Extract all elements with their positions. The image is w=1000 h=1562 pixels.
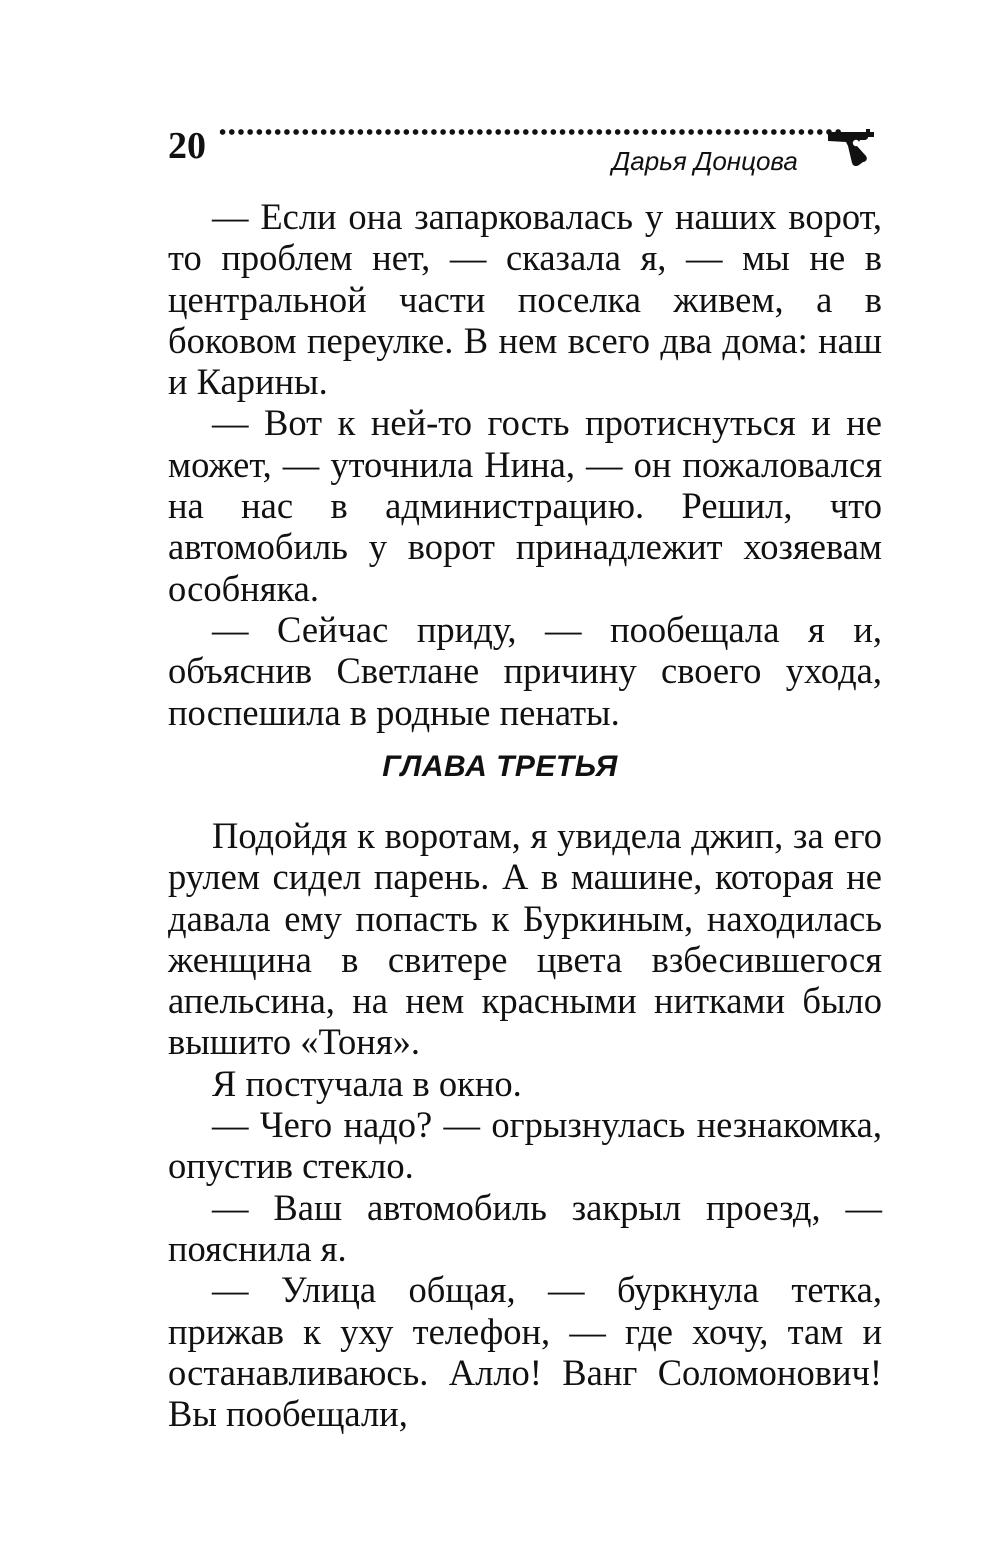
- revolver-icon: [826, 128, 888, 168]
- page-number: 20: [168, 125, 206, 167]
- text-section-1: [168, 196, 882, 733]
- chapter-title: ГЛАВА ТРЕТЬЯ: [382, 750, 618, 783]
- paragraph: — Если она запарковалась у наших ворот, то проблем нет, — сказала я, — мы не в центральной части поселка живем, а в боковом переулке. В нем всего два дома: наш и Карины.: [168, 196, 882, 403]
- paragraph: — Вот к ней-то гость протиснуться и не может, — уточнила Нина, — он пожаловался на нас в администрацию. Решил, что автомобиль у ворот принадлежит хозяевам особняка.: [168, 402, 882, 609]
- text-section-2: [168, 815, 882, 1434]
- paragraph: — Сейчас приду, — пообещала я и, объяснив Светлане причину своего ухода, поспешила в родные пенаты.: [168, 608, 882, 733]
- running-header-author: Дарья Донцова: [612, 146, 798, 176]
- paragraph: Подойдя к воротам, я увидела джип, за его рулем сидел парень. А в машине, которая не давала ему попасть к Буркиным, находилась женщина в свитере цвета взбесившегося апельсина, на нем красными нитками было вышито «Тоня».: [168, 815, 882, 1063]
- paragraph: — Улица общая, — буркнула тетка, прижав к уху телефон, — где хочу, там и останавливаюсь. Алло! Ванг Соломонович! Вы пообещали,: [168, 1269, 882, 1435]
- paragraph: — Ваш автомобиль закрыл проезд, — пояснила я.: [168, 1186, 882, 1269]
- header-dotted-rule: [218, 126, 842, 138]
- paragraph: Я постучала в окно.: [212, 1062, 522, 1104]
- paragraph: — Чего надо? — огрызнулась незнакомка, опустив стекло.: [168, 1104, 882, 1187]
